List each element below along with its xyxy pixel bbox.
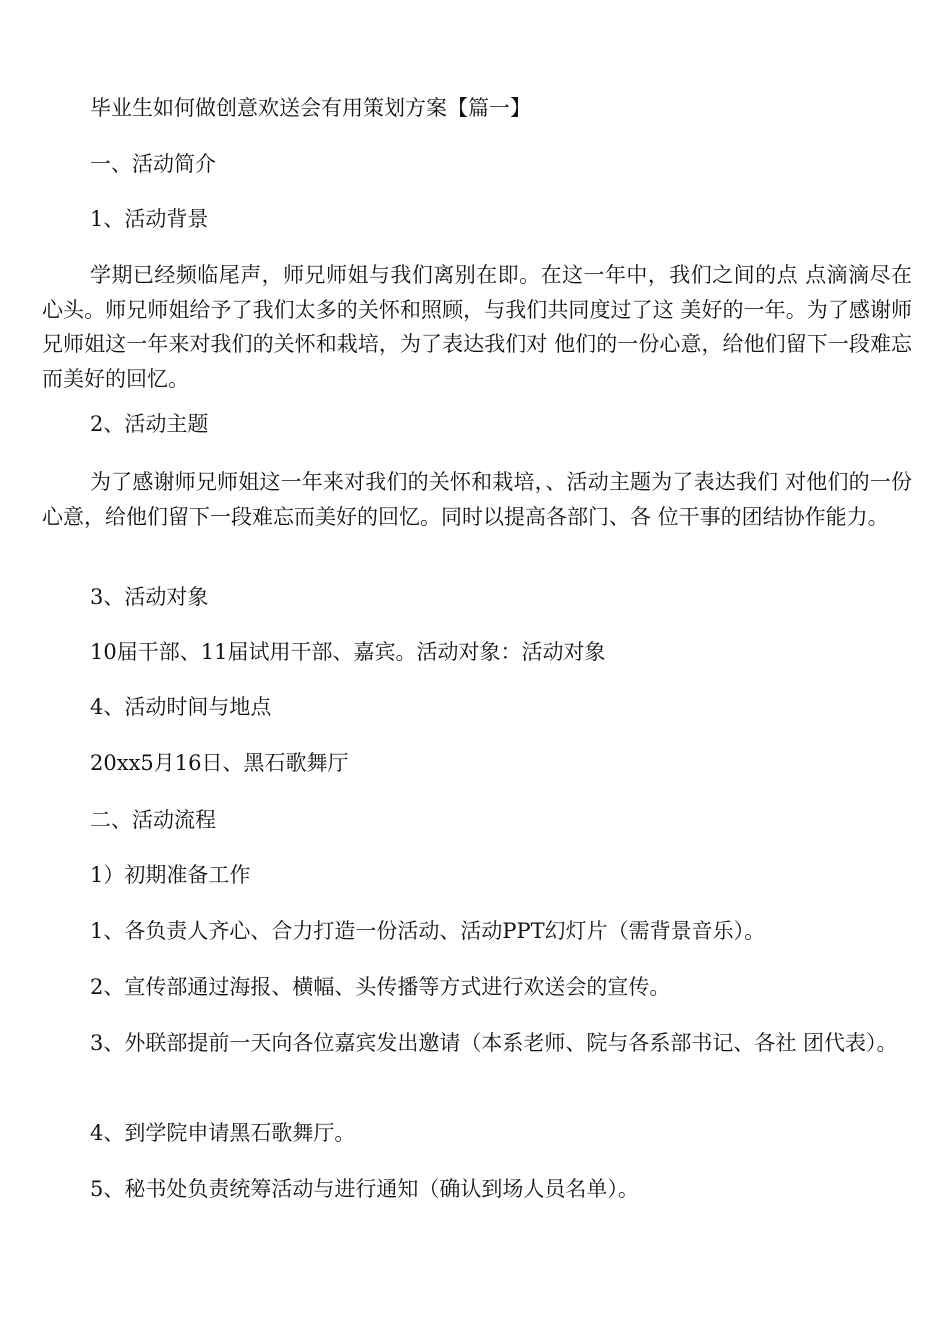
subheading-target: 3、活动对象 [90, 585, 209, 609]
paragraph-time-place: 20xx5月16日、黑石歌舞厅 [90, 751, 349, 775]
subheading-theme: 2、活动主题 [90, 412, 209, 436]
list-item-2: 2、宣传部通过海报、横幅、头传播等方式进行欢送会的宣传。 [90, 975, 671, 999]
list-item-3: 3、外联部提前一天向各位嘉宾发出邀请（本系老师、院与各系部书记、各社 团代表）。 [90, 1031, 898, 1055]
subheading-preparation: 1）初期准备工作 [90, 863, 251, 887]
section-heading-process: 二、活动流程 [90, 808, 216, 832]
paragraph-theme: 为了感谢师兄师姐这一年来对我们的关怀和栽培，、活动主题为了表达我们 对他们的一份心意，给他们留下一段难忘而美好的回忆。同时以提高各部门、各 位干事的团结协作能力。 [42, 470, 912, 529]
document-title: 毕业生如何做创意欢送会有用策划方案【篇一】 [90, 96, 531, 120]
list-item-4: 4、到学院申请黑石歌舞厅。 [90, 1121, 356, 1145]
list-item-1: 1、各负责人齐心、合力打造一份活动、活动PPT幻灯片（需背景音乐）。 [90, 919, 766, 943]
subheading-time-place: 4、活动时间与地点 [90, 695, 272, 719]
list-item-5: 5、秘书处负责统筹活动与进行通知（确认到场人员名单）。 [90, 1177, 639, 1201]
subheading-background: 1、活动背景 [90, 207, 209, 231]
paragraph-target: 10届干部、11届试用干部、嘉宾。活动对象：活动对象 [90, 640, 606, 664]
section-heading-intro: 一、活动简介 [90, 152, 216, 176]
paragraph-background: 学期已经频临尾声，师兄师姐与我们离别在即。在这一年中，我们之间的点 点滴滴尽在心头。师兄师姐给予了我们太多的关怀和照顾，与我们共同度过了这 美好的一年。为了感谢师兄师姐这一年来对我们的关怀和栽培，为了表达我们对 他们的一份心意，给他们留下一段难忘而美好的回忆。 [42, 263, 912, 391]
